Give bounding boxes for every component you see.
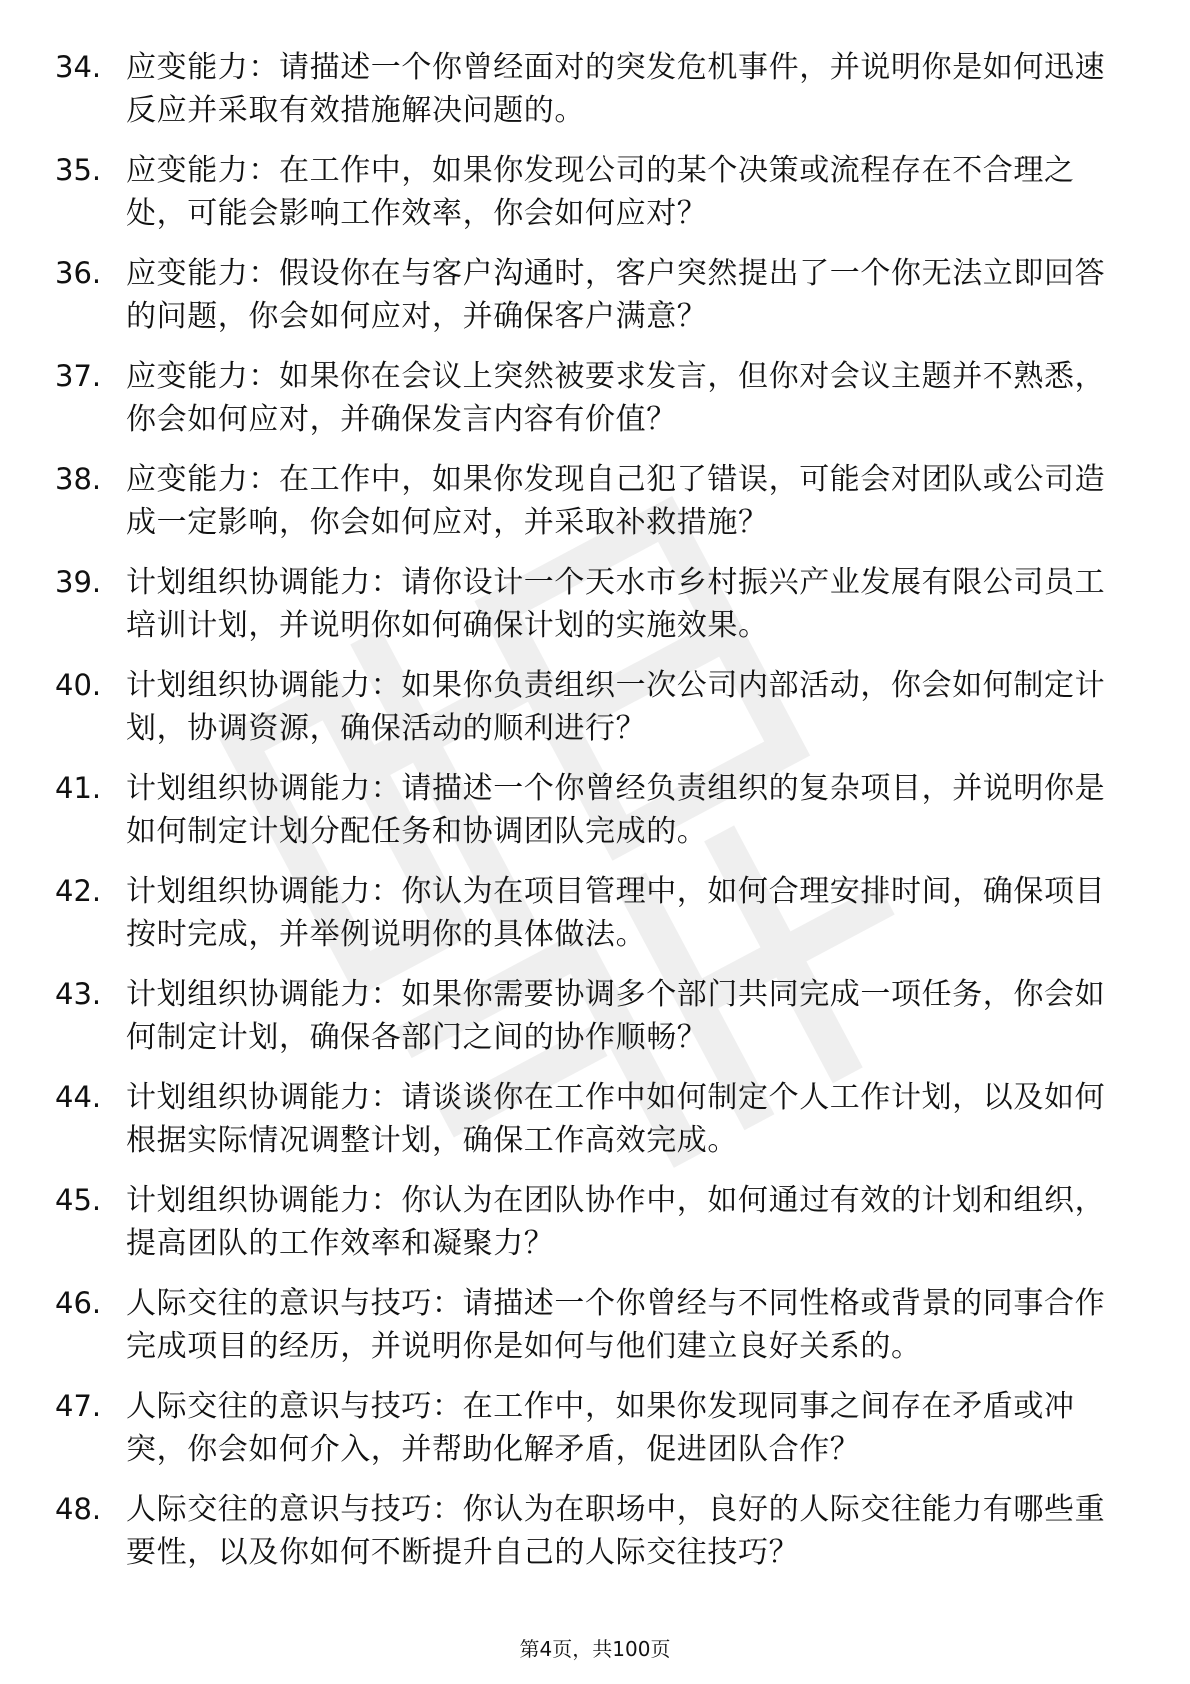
question-item: [0, 458, 1190, 544]
question-item: [0, 252, 1190, 338]
question-item: [0, 1179, 1190, 1265]
question-item: [0, 973, 1190, 1059]
question-text: 计划组织协调能力：请你设计一个天水市乡村振兴产业发展有限公司员工培训计划，并说明你如何确保计划的实施效果。: [126, 565, 1106, 643]
question-item: [0, 355, 1190, 441]
question-text: 计划组织协调能力：请谈谈你在工作中如何制定个人工作计划，以及如何根据实际情况调整计划，确保工作高效完成。: [126, 1080, 1106, 1158]
question-text: 应变能力：如果你在会议上突然被要求发言，但你对会议主题并不熟悉，你会如何应对，并确保发言内容有价值？: [126, 359, 1106, 437]
question-text: 应变能力：请描述一个你曾经面对的突发危机事件，并说明你是如何迅速反应并采取有效措施解决问题的。: [126, 50, 1106, 128]
question-text: 应变能力：假设你在与客户沟通时，客户突然提出了一个你无法立即回答的问题，你会如何应对，并确保客户满意？: [126, 256, 1106, 334]
question-item: [0, 1385, 1190, 1471]
question-text: 应变能力：在工作中，如果你发现公司的某个决策或流程存在不合理之处，可能会影响工作效率，你会如何应对？: [126, 153, 1075, 231]
question-number: 41.: [55, 771, 102, 805]
question-text: 人际交往的意识与技巧：请描述一个你曾经与不同性格或背景的同事合作完成项目的经历，并说明你是如何与他们建立良好关系的。: [126, 1286, 1106, 1364]
question-number: 36.: [55, 256, 102, 290]
page-footer: [0, 1635, 1190, 1663]
question-item: [0, 46, 1190, 132]
question-text: 计划组织协调能力：你认为在项目管理中，如何合理安排时间，确保项目按时完成，并举例说明你的具体做法。: [126, 874, 1106, 952]
question-number: 40.: [55, 668, 102, 702]
page-number-label: 第4页，共100页: [519, 1637, 671, 1661]
question-number: 35.: [55, 153, 102, 187]
question-item: [0, 561, 1190, 647]
question-number: 47.: [55, 1389, 102, 1423]
question-number: 43.: [55, 977, 102, 1011]
question-item: [0, 1488, 1190, 1574]
question-number: 45.: [55, 1183, 102, 1217]
question-text: 计划组织协调能力：如果你负责组织一次公司内部活动，你会如何制定计划，协调资源，确保活动的顺利进行？: [126, 668, 1106, 746]
question-text: 计划组织协调能力：你认为在团队协作中，如何通过有效的计划和组织，提高团队的工作效率和凝聚力？: [126, 1183, 1106, 1261]
question-text: 计划组织协调能力：请描述一个你曾经负责组织的复杂项目，并说明你是如何制定计划分配任务和协调团队完成的。: [126, 771, 1106, 849]
question-number: 34.: [55, 50, 102, 84]
question-number: 38.: [55, 462, 102, 496]
question-item: [0, 1282, 1190, 1368]
question-item: [0, 767, 1190, 853]
question-number: 37.: [55, 359, 102, 393]
question-item: [0, 870, 1190, 956]
question-list: [0, 46, 1190, 1591]
question-text: 人际交往的意识与技巧：你认为在职场中，良好的人际交往能力有哪些重要性，以及你如何不断提升自己的人际交往技巧？: [126, 1492, 1106, 1570]
question-number: 44.: [55, 1080, 102, 1114]
question-number: 48.: [55, 1492, 102, 1526]
question-text: 应变能力：在工作中，如果你发现自己犯了错误，可能会对团队或公司造成一定影响，你会如何应对，并采取补救措施？: [126, 462, 1106, 540]
question-number: 46.: [55, 1286, 102, 1320]
question-text: 人际交往的意识与技巧：在工作中，如果你发现同事之间存在矛盾或冲突，你会如何介入，并帮助化解矛盾，促进团队合作？: [126, 1389, 1075, 1467]
question-item: [0, 1076, 1190, 1162]
question-number: 39.: [55, 565, 102, 599]
question-number: 42.: [55, 874, 102, 908]
question-item: [0, 664, 1190, 750]
question-item: [0, 149, 1190, 235]
question-text: 计划组织协调能力：如果你需要协调多个部门共同完成一项任务，你会如何制定计划，确保各部门之间的协作顺畅？: [126, 977, 1106, 1055]
